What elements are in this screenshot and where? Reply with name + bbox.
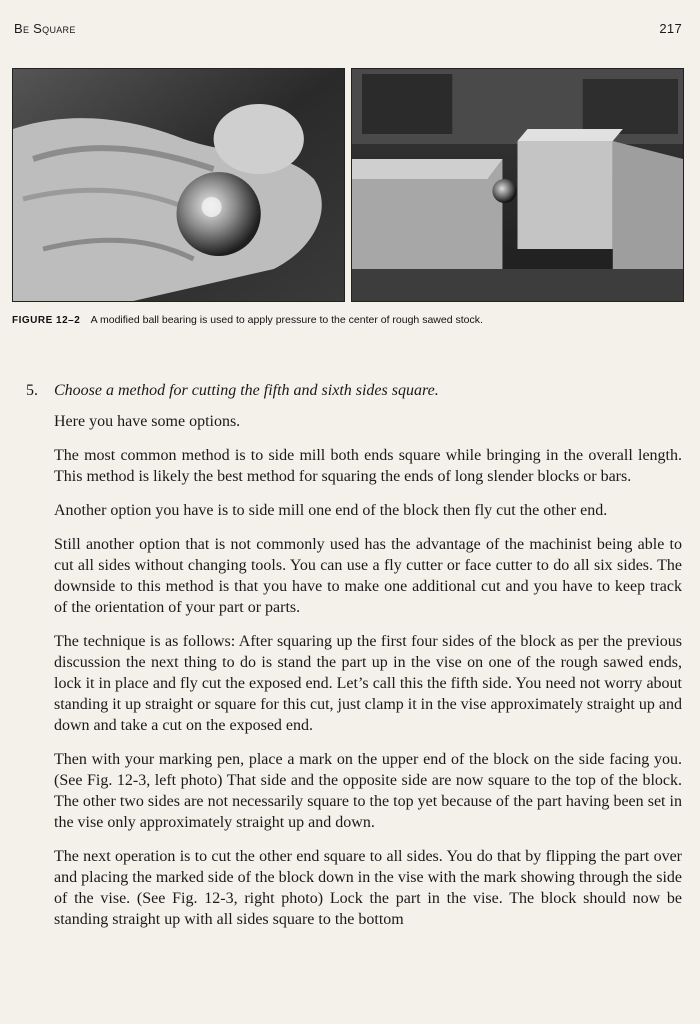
figure-12-2 [12, 68, 684, 304]
figure-caption [12, 314, 688, 326]
step-heading [26, 380, 682, 401]
paragraph: Then with your marking pen, place a mark on the upper end of the block on the side facing you. (See Fig. 12-3, left photo) That side and the opposite side are now square to the top of the block. The other two sides are not necessarily square to the top yet because of the part having been set in the vise only approximately straight up and down. [54, 751, 682, 831]
paragraph: The technique is as follows: After squaring up the first four sides of the block as per the previous discussion the next thing to do is stand the part up in the vise on one of the rough sawed ends, lock it in place and fly cut the exposed end. Let’s call this the fifth side. You need not worry about standing it up straight or square for this cut, just clamp it in the vise approximately straight up and down and take a cut on the exposed end. [54, 633, 682, 734]
paragraph: The next operation is to cut the other end square to all sides. You do that by flipping the part over and placing the marked side of the block down in the vise with the mark showing through the side of the vise. (See Fig. 12-3, right photo) Lock the part in the vise. The block should now be standing straight up with all sides square to the bottom [54, 848, 682, 928]
step-title: Choose a method for cutting the fifth and sixth sides square. [54, 382, 439, 399]
running-header [14, 18, 682, 38]
chapter-title: Be Square [14, 20, 76, 36]
paragraph: The most common method is to side mill both ends square while bringing in the overall length. This method is likely the best method for squaring the ends of long slender blocks or bars. [54, 447, 682, 485]
photo-vise-with-bearing [351, 68, 684, 302]
step-number: 5. [26, 382, 38, 399]
paragraph: Another option you have is to side mill one end of the block then fly cut the other end. [54, 502, 608, 519]
main-text [26, 380, 682, 943]
paragraph: Here you have some options. [54, 413, 241, 430]
figure-label: FIGURE 12–2 [12, 315, 81, 326]
page-number: 217 [659, 20, 682, 36]
figure-caption-text: A modified ball bearing is used to apply pressure to the center of rough sawed stock. [90, 314, 483, 326]
photo-hand-holding-bearing [12, 68, 345, 302]
paragraph: Still another option that is not commonly used has the advantage of the machinist being able to cut all sides without changing tools. You can use a fly cutter or face cutter to do all six sides. The downside to this method is that you have to make one additional cut and you have to keep track of the orientation of your part or parts. [54, 536, 682, 616]
